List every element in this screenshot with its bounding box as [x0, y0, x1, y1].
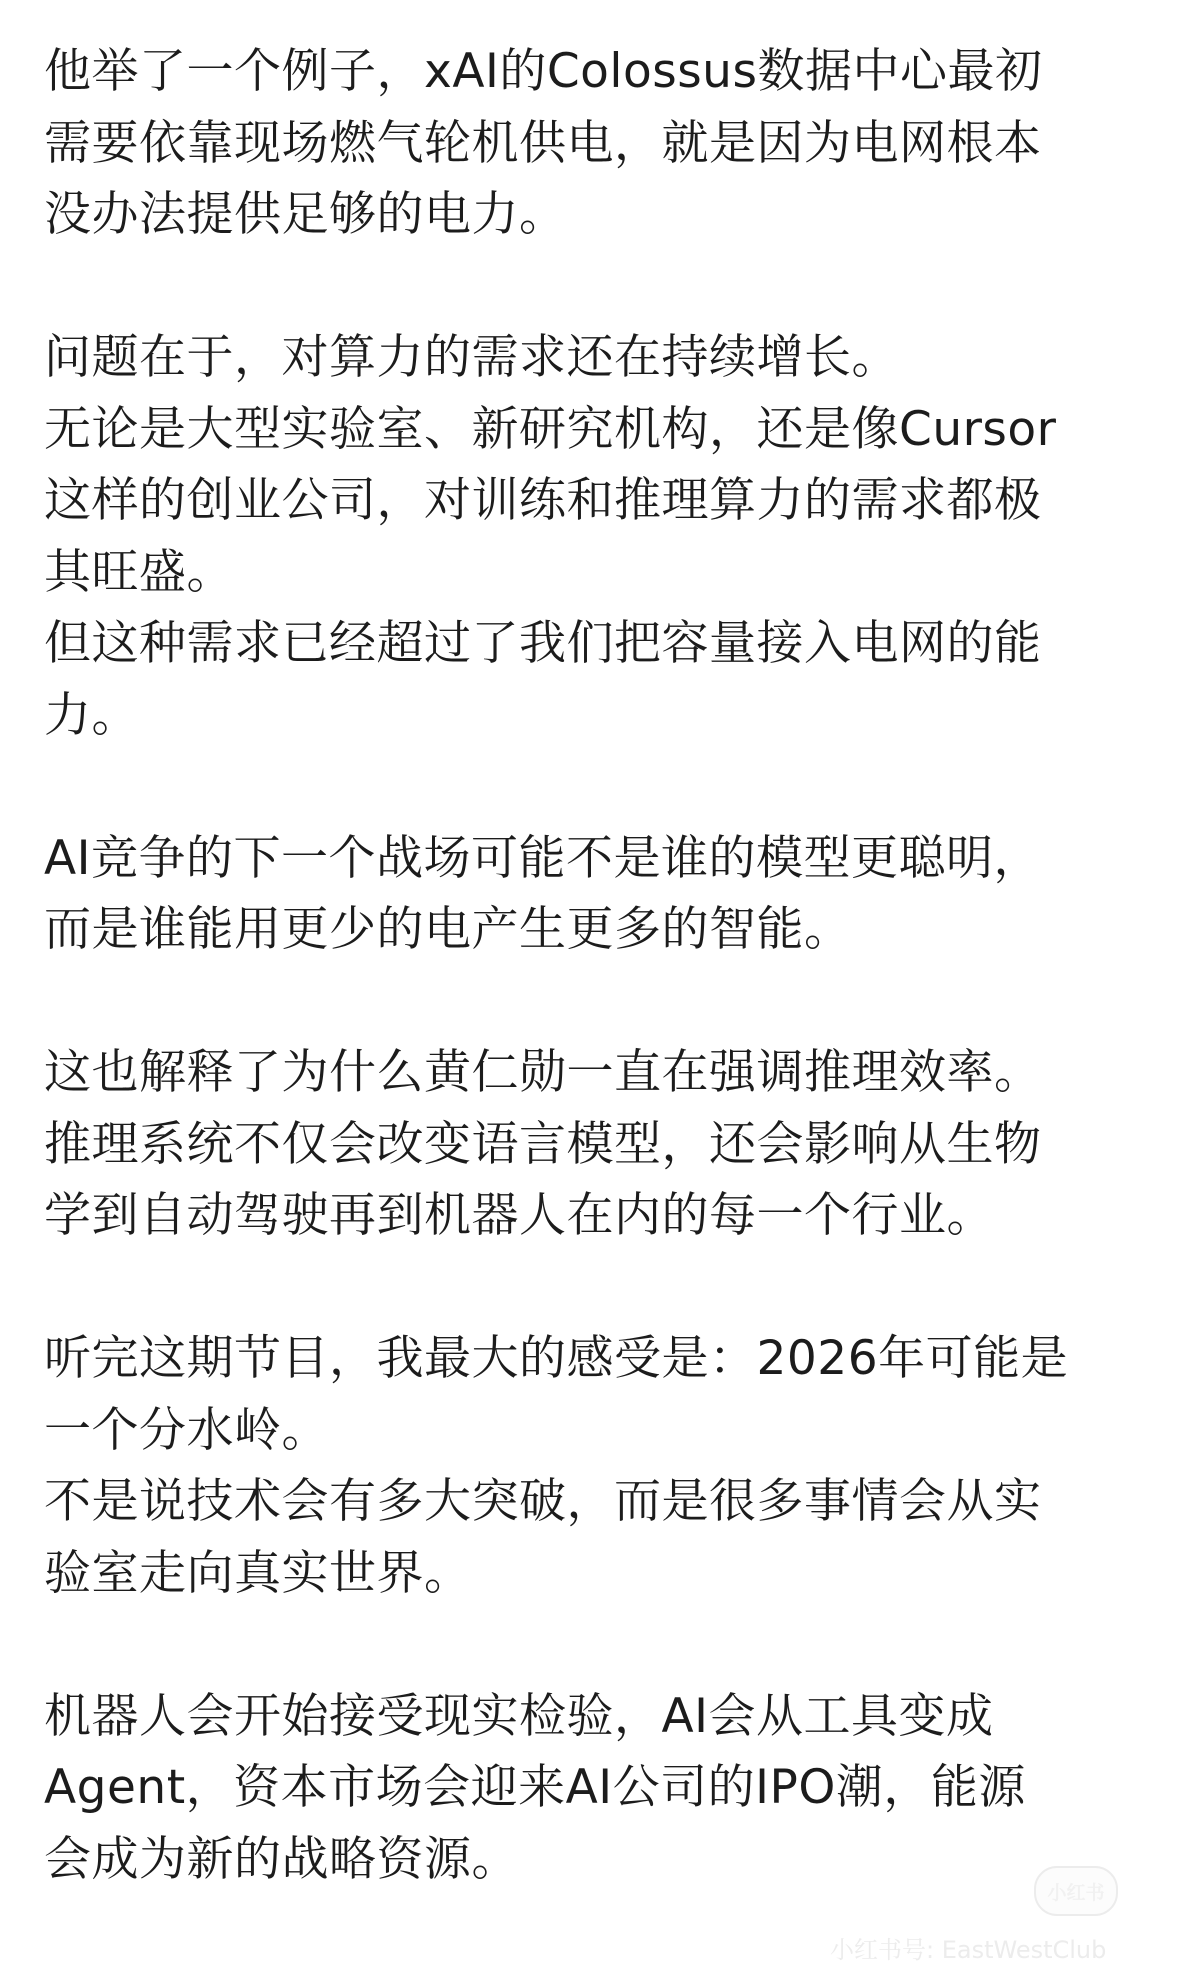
text-line: 验室走向真实世界。	[44, 1545, 472, 1601]
text-line: AI竞争的下一个战场可能不是谁的模型更聪明，	[44, 830, 1042, 886]
text-line: 他举了一个例子，xAI的Colossus数据中心最初	[44, 44, 1043, 99]
text-line: 听完这期节目，我最大的感受是：2026年可能是	[44, 1331, 1069, 1386]
text-line: 这样的创业公司，对训练和推理算力的需求都极	[44, 473, 1042, 528]
text-line: 不是说技术会有多大突破，而是很多事情会从实	[44, 1474, 1042, 1529]
paragraph	[44, 823, 1144, 966]
note-body	[44, 36, 1144, 1895]
text-line: 无论是大型实验室、新研究机构，还是像Cursor	[44, 401, 1057, 457]
text-line: 而是谁能用更少的电产生更多的智能。	[44, 902, 852, 957]
text-line: 问题在于，对算力的需求还在持续增长。	[44, 330, 899, 385]
paragraph	[44, 1323, 1144, 1609]
watermark-account: 小红书号: EastWestClub	[830, 1936, 1107, 1964]
watermark-logo: 小红书	[1034, 1866, 1118, 1916]
text-line: 这也解释了为什么黄仁勋一直在强调推理效率。	[44, 1045, 1042, 1100]
paragraph	[44, 322, 1144, 751]
text-line: 一个分水岭。	[44, 1402, 329, 1458]
text-line: 推理系统不仅会改变语言模型，还会影响从生物	[44, 1116, 1042, 1172]
paragraph	[44, 36, 1144, 251]
text-line: 学到自动驾驶再到机器人在内的每一个行业。	[44, 1188, 994, 1243]
text-line: 其旺盛。	[44, 544, 234, 600]
text-line: 没办法提供足够的电力。	[44, 187, 567, 242]
paragraph-gap	[44, 1252, 1144, 1324]
text-line: 机器人会开始接受现实检验，AI会从工具变成	[44, 1688, 994, 1744]
text-line: 力。	[44, 687, 139, 743]
text-line: 但这种需求已经超过了我们把容量接入电网的能	[44, 616, 1042, 671]
paragraph-gap	[44, 1609, 1144, 1681]
text-line: 会成为新的战略资源。	[44, 1831, 519, 1887]
text-line: 需要依靠现场燃气轮机供电，就是因为电网根本	[44, 115, 1042, 171]
paragraph-gap	[44, 251, 1144, 323]
paragraph	[44, 1037, 1144, 1252]
paragraph-gap	[44, 751, 1144, 823]
paragraph-gap	[44, 966, 1144, 1038]
paragraph	[44, 1681, 1144, 1896]
text-line: Agent，资本市场会迎来AI公司的IPO潮，能源	[44, 1760, 1026, 1815]
